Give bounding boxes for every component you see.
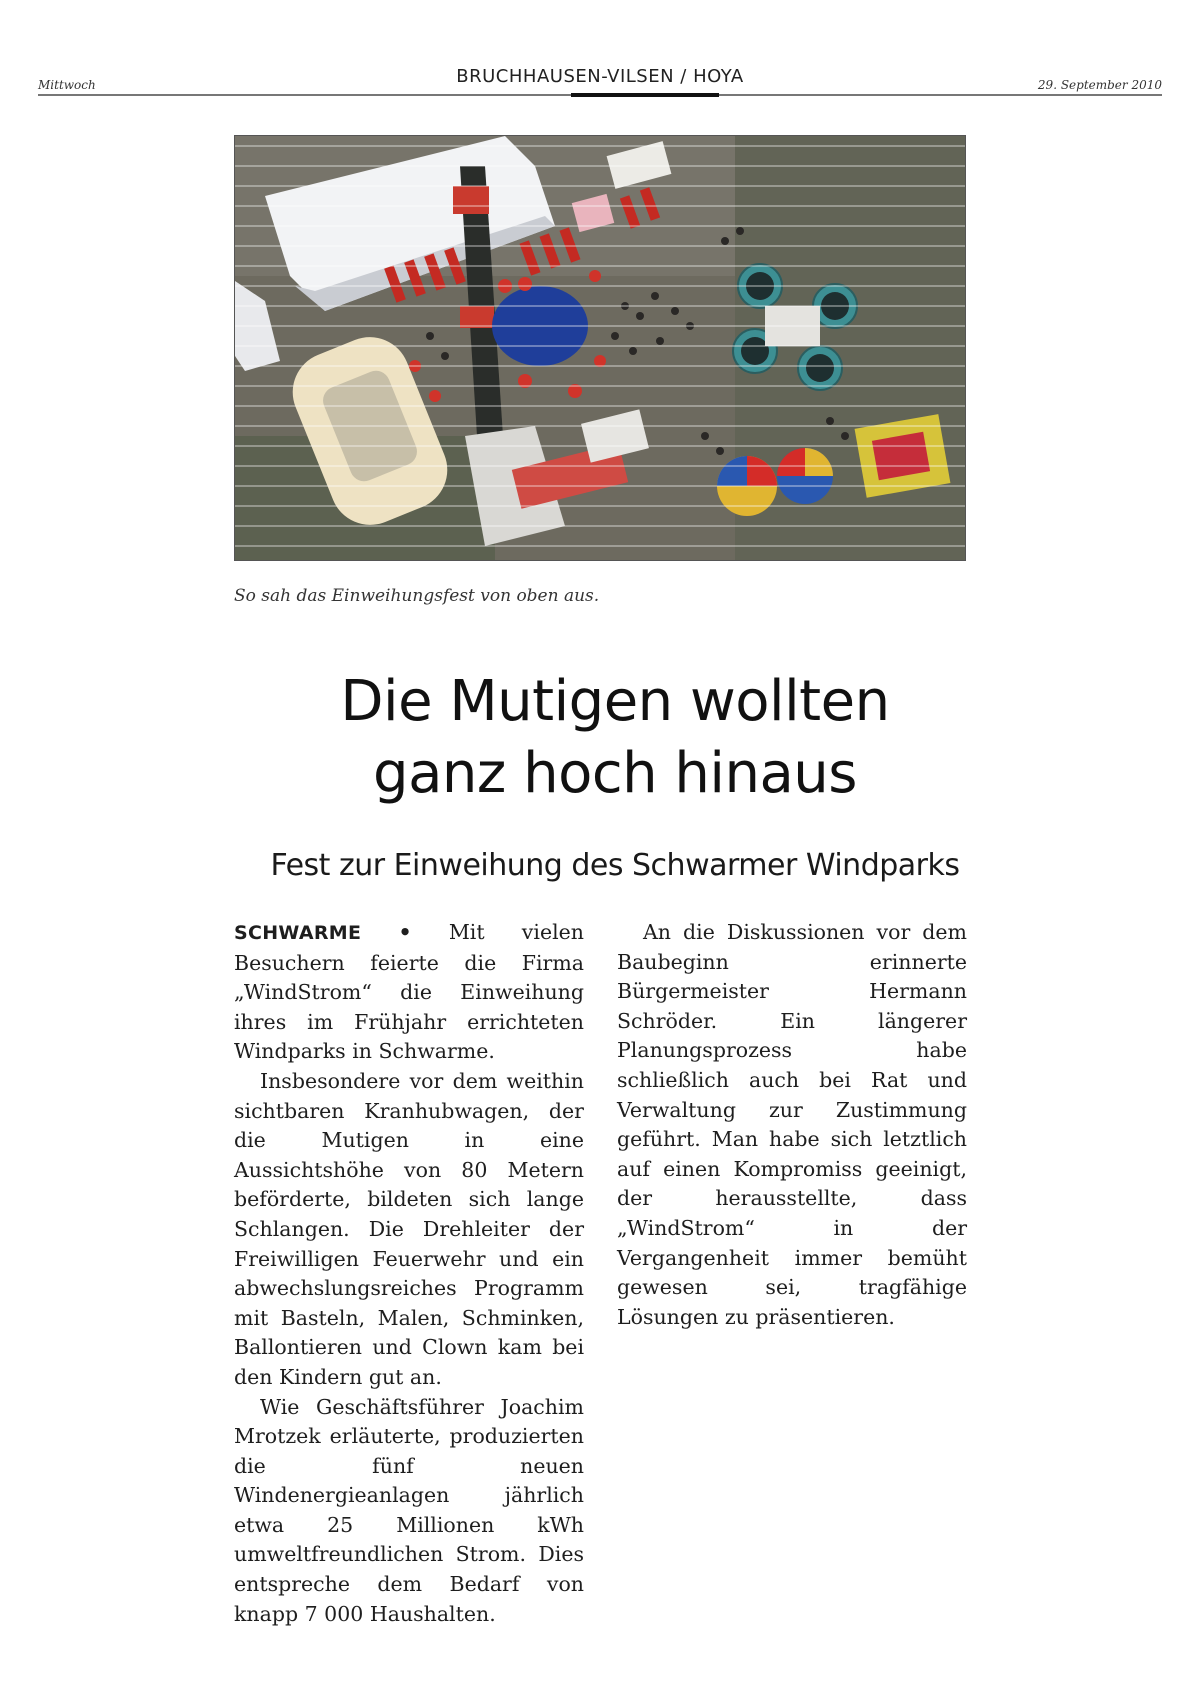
page-header <box>38 64 1162 98</box>
article-column-left <box>234 918 584 1629</box>
header-day: Mittwoch <box>38 78 96 92</box>
paragraph-1 <box>234 918 584 1067</box>
article-column-right <box>617 918 967 1332</box>
dateline: SCHWARME <box>234 922 362 944</box>
paragraph-2: Insbesondere vor dem weithin sichtbaren Kranhubwagen, der die Mutigen in eine Aussichtshöhe von 80 Metern beförderte, bildeten sich lange Schlangen. Die Drehleiter der Freiwilligen Feuerwehr und ein abwechslungsreiches Programm mit Basteln, Malen, Schminken, Ballontieren und Clown kam bei den Kindern gut an. <box>234 1068 584 1389</box>
article-subheadline: Fest zur Einweihung des Schwarmer Windparks <box>270 848 960 883</box>
headline-line-1: Die Mutigen wollten <box>340 669 890 734</box>
aerial-photo <box>234 135 966 561</box>
paragraph-4: An die Diskussionen vor dem Baubeginn erinnerte Bürgermeister Hermann Schröder. Ein längerer Planungsprozess habe schließlich auch bei Rat und Verwaltung zur Zustimmung geführt. Man habe sich letztlich auf einen Kompromiss geeinigt, der herausstellte, dass „WindStrom“ in der Vergangenheit immer bemüht gewesen sei, tragfähige Lösungen zu präsentieren. <box>617 920 967 1329</box>
paragraph-1-text: Mit vielen Besuchern feierte die Firma „WindStrom“ die Einweihung ihres im Frühjahr errichteten Windparks in Schwarme. <box>234 920 584 1064</box>
dateline-separator: • <box>398 920 412 944</box>
paragraph-3: Wie Geschäftsführer Joachim Mrotzek erläuterte, produzierten die fünf neuen Windenergieanlagen jährlich etwa 25 Millionen kWh umweltfreundlichen Strom. Dies entspreche dem Bedarf von knapp 7 000 Haushalten. <box>234 1394 584 1626</box>
article-headline <box>150 666 1080 810</box>
photo-caption: So sah das Einweihungsfest von oben aus. <box>234 586 600 606</box>
header-date: 29. September 2010 <box>1037 78 1162 92</box>
header-section: BRUCHHAUSEN-VILSEN / HOYA <box>456 66 744 87</box>
header-rule-accent <box>571 93 719 97</box>
headline-line-2: ganz hoch hinaus <box>373 741 857 806</box>
